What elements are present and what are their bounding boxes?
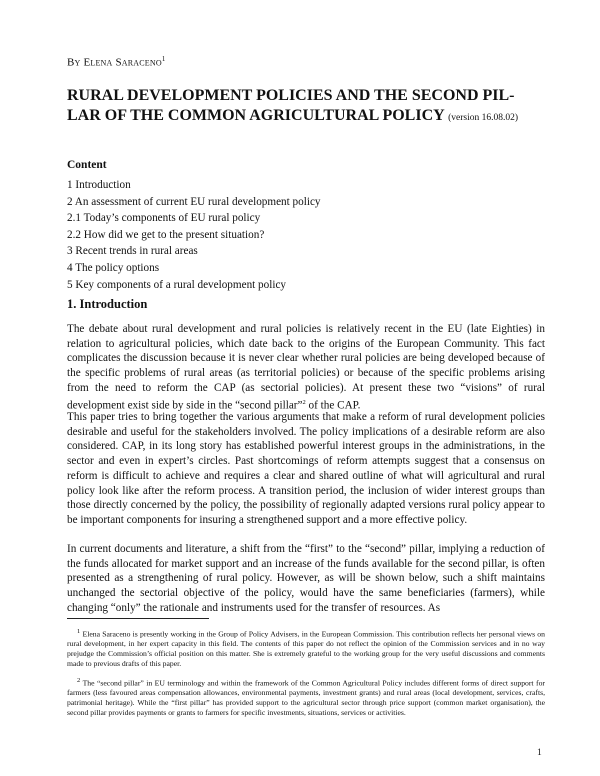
author-footnote-ref[interactable]: 1 [161,55,166,63]
toc-item[interactable]: 5 Key components of a rural development policy [67,278,287,291]
title-version: (version 16.08.02) [448,113,518,123]
paper-title [67,86,545,128]
footnote-1-marker: 1 [77,628,81,635]
toc-heading: Content [67,159,107,171]
footnote-ref-2[interactable]: 2 [302,398,306,406]
paragraph-1-text-b: of the CAP. [305,399,361,412]
section-heading: 1. Introduction [67,297,148,311]
toc-item[interactable]: 1 Introduction [67,179,131,191]
footnote-2 [67,676,545,718]
title-main: RURAL DEVELOPMENT POLICIES AND THE SECOND PIL-LAR OF THE COMMON AGRICULTURAL POLICY [67,87,515,124]
paragraph-3: In current documents and literature, a shift from the “first” to the “second” pillar, implying a reduction of the funds allocated for market support and an increase of the funds available for the second pillar, is often presented as a strengthening of rural policy. However, as will be shown below, such a shift maintains unchanged the sectorial objective of the policy, would have the same beneficiaries (farmers), while changing “only” the rationale and instruments used for the transfer of resources. As [67,543,545,614]
paragraph-2: This paper tries to bring together the various arguments that make a reform of rural development policies desirable and useful for the stakeholders involved. The policy implications of a desirable reform are also considered. CAP, in its long story has established powerful interest groups in the administrations, in the sector and even in expert’s circles. Past shortcomings of reform attempts suggest that a consensus on reform is difficult to achieve and requires a clear and shared outline of what will agricultural and rural policy look like after the reform process. A transition period, the inclusion of wider interest groups than those directly concerned by the policy, the possibility of regionally adapted versions rural policy appear to be important components for insuring a strengthened support and a more effective policy. [67,411,545,526]
author-line [67,55,166,69]
footnote-divider [67,618,209,619]
author-name: By Elena Saraceno [67,56,162,69]
table-of-contents [67,177,321,293]
toc-item[interactable]: 4 The policy options [67,261,160,274]
toc-item[interactable]: 2.1 Today’s components of EU rural policy [67,212,261,225]
toc-item[interactable]: 3 Recent trends in rural areas [67,245,198,258]
footnote-1-text: Elena Saraceno is presently working in the Group of Policy Advisers, in the European Commission. This contribution reflects her personal views on rural development, in her expert capacity in this field. The contents of this paper do not reflect the opinion of the Commission services and in no way prejudge the Commission’s official position on this matter. She is extremely grateful to the working group for the very useful discussions and comments made to previous drafts of this paper. [67,629,545,668]
footnote-2-marker: 2 [77,677,81,684]
footnote-2-text: The “second pillar” in EU terminology and within the framework of the Common Agricultural Policy includes different forms of direct support for farmers (less favoured areas compensation allowances, environmental payments, investment grants) and rural areas (local development, services, crafts, patrimonial heritage). While the “first pillar” has provided support to the agricultural sector through price support (common market organisation), the second pillar provides payments or grants to farmers for specific investments, situations, services or activities. [67,678,545,717]
toc-item[interactable]: 2.2 How did we get to the present situation? [67,228,265,241]
toc-item[interactable]: 2 An assessment of current EU rural development policy [67,195,321,208]
footnote-1 [67,627,545,669]
paragraph-1 [67,322,545,413]
page-number: 1 [537,748,542,758]
paragraph-1-text-a: The debate about rural development and rural policies is relatively recent in the EU (late Eighties) in relation to agricultural policies, which date back to the origins of the European Community. This fact complicates the discussion because it is never clear whether rural policies are being developed because of the specific problems of rural areas (as territorial policies) or because of the specific problems arising from the need to reform the CAP (as sectorial policies). At present these two “visions” of rural development exist side by side in the “second pillar” [67,323,545,412]
